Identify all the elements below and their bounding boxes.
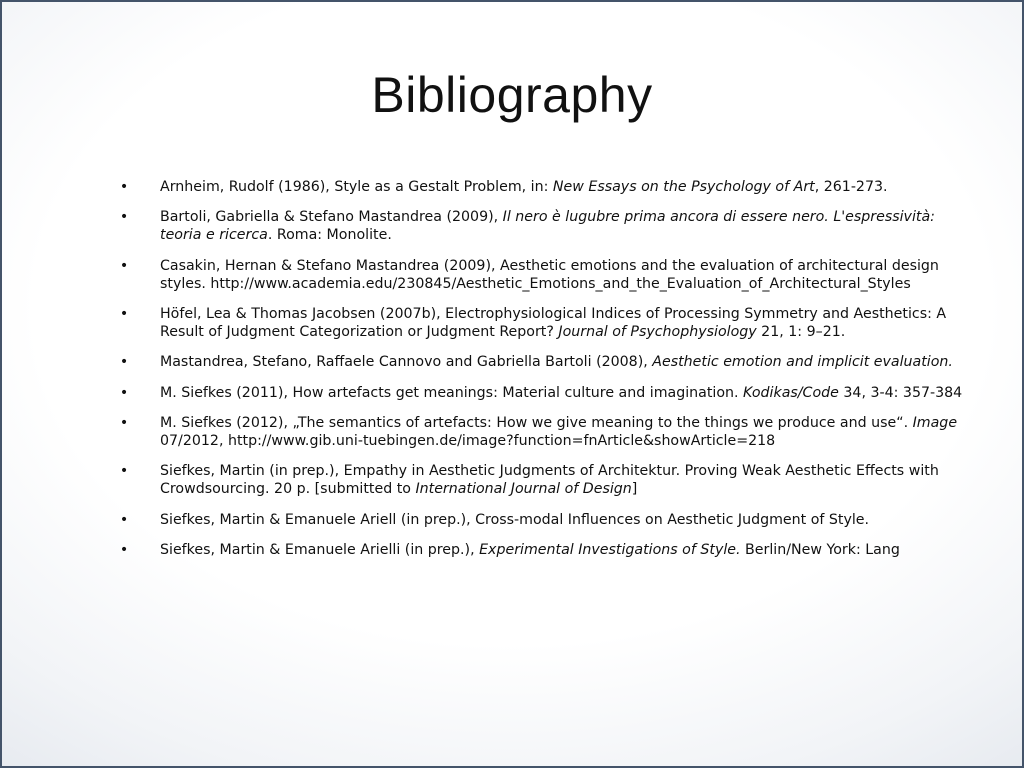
reference-segment: M. Siefkes (2011), How artefacts get meanings: Material culture and imagination. <box>160 384 744 401</box>
reference-segment: ] <box>631 481 638 498</box>
slide <box>2 2 1022 766</box>
reference-segment: 07/2012, http://www.gib.uni-tuebingen.de/image?function=fnArticle&showArticle=218 <box>160 433 776 450</box>
reference-text <box>160 306 946 340</box>
reference-italic-segment: New Essays on the Psychology of Art <box>552 179 815 195</box>
reference-segment: Berlin/New York: Lang <box>740 541 900 558</box>
reference-text <box>160 512 869 528</box>
reference-segment: Arnheim, Rudolf (1986), Style as a Gestalt Problem, in: <box>160 179 553 195</box>
reference-item <box>116 511 966 529</box>
reference-segment: M. Siefkes (2012), „The semantics of artefacts: How we give meaning to the things we produce and use“. <box>160 414 913 431</box>
reference-text <box>160 209 935 243</box>
reference-text <box>160 463 939 497</box>
reference-text <box>160 415 957 449</box>
bullet-icon: • <box>119 209 129 226</box>
reference-segment: Bartoli, Gabriella & Stefano Mastandrea (2009), <box>160 209 503 226</box>
reference-segment: . Roma: Monolite. <box>267 227 392 244</box>
reference-text <box>160 542 900 558</box>
bullet-icon: • <box>119 414 129 431</box>
bullet-icon: • <box>119 463 129 480</box>
reference-italic-segment: Experimental Investigations of Style. <box>479 541 741 558</box>
reference-italic-segment: Journal of Psychophysiology <box>558 324 757 341</box>
bullet-icon: • <box>119 511 129 528</box>
bullet-icon: • <box>119 179 129 195</box>
reference-segment: Casakin, Hernan & Stefano Mastandrea (2009), Aesthetic emotions and the evaluation of architectural design styles. http://www.academia.edu/230845/Aesthetic_Emotions_and_the_Evaluation_of_Architectural_Styles <box>160 257 939 292</box>
reference-item <box>116 384 966 402</box>
reference-item <box>116 462 966 498</box>
reference-item <box>116 541 966 559</box>
reference-text <box>160 179 888 195</box>
reference-segment: Siefkes, Martin & Emanuele Ariell (in prep.), Cross-modal Influences on Aesthetic Judgment of Style. <box>160 511 870 528</box>
reference-segment: 21, 1: 9–21. <box>756 324 846 341</box>
reference-text <box>160 258 939 292</box>
reference-item <box>116 414 966 450</box>
reference-segment: 34, 3-4: 357-384 <box>838 384 963 401</box>
bibliography-list <box>116 178 966 571</box>
reference-segment: , 261-273. <box>814 179 888 195</box>
reference-item <box>116 257 966 293</box>
reference-item <box>116 178 966 196</box>
reference-text <box>160 354 953 370</box>
bullet-icon: • <box>119 306 129 323</box>
reference-item <box>116 353 966 371</box>
reference-segment: Siefkes, Martin (in prep.), Empathy in Aesthetic Judgments of Architektur. Proving Weak Aesthetic Effects with Crowdsourcing. 20 p. [submitted to <box>160 463 939 498</box>
reference-segment: Mastandrea, Stefano, Raffaele Cannovo and Gabriella Bartoli (2008), <box>160 354 653 371</box>
reference-italic-segment: Aesthetic emotion and implicit evaluation. <box>652 354 953 371</box>
reference-italic-segment: Image <box>912 414 958 431</box>
reference-item <box>116 305 966 341</box>
reference-italic-segment: Kodikas/Code <box>743 384 839 401</box>
bullet-icon: • <box>119 354 129 371</box>
bullet-icon: • <box>119 541 129 558</box>
reference-segment: Siefkes, Martin & Emanuele Arielli (in prep.), <box>160 541 480 558</box>
reference-segment: Höfel, Lea & Thomas Jacobsen (2007b), Electrophysiological Indices of Processing Symmetry and Aesthetics: A Result of Judgment Categorization or Judgment Report? <box>160 306 947 341</box>
reference-italic-segment: International Journal of Design <box>415 481 632 498</box>
slide-title: Bibliography <box>371 67 653 123</box>
reference-text <box>160 385 962 401</box>
bullet-icon: • <box>119 257 129 274</box>
reference-item <box>116 208 966 244</box>
bullet-icon: • <box>119 384 129 401</box>
reference-italic-segment: Il nero è lugubre prima ancora di essere nero. L'espressività: teoria e ricerca <box>160 209 935 244</box>
